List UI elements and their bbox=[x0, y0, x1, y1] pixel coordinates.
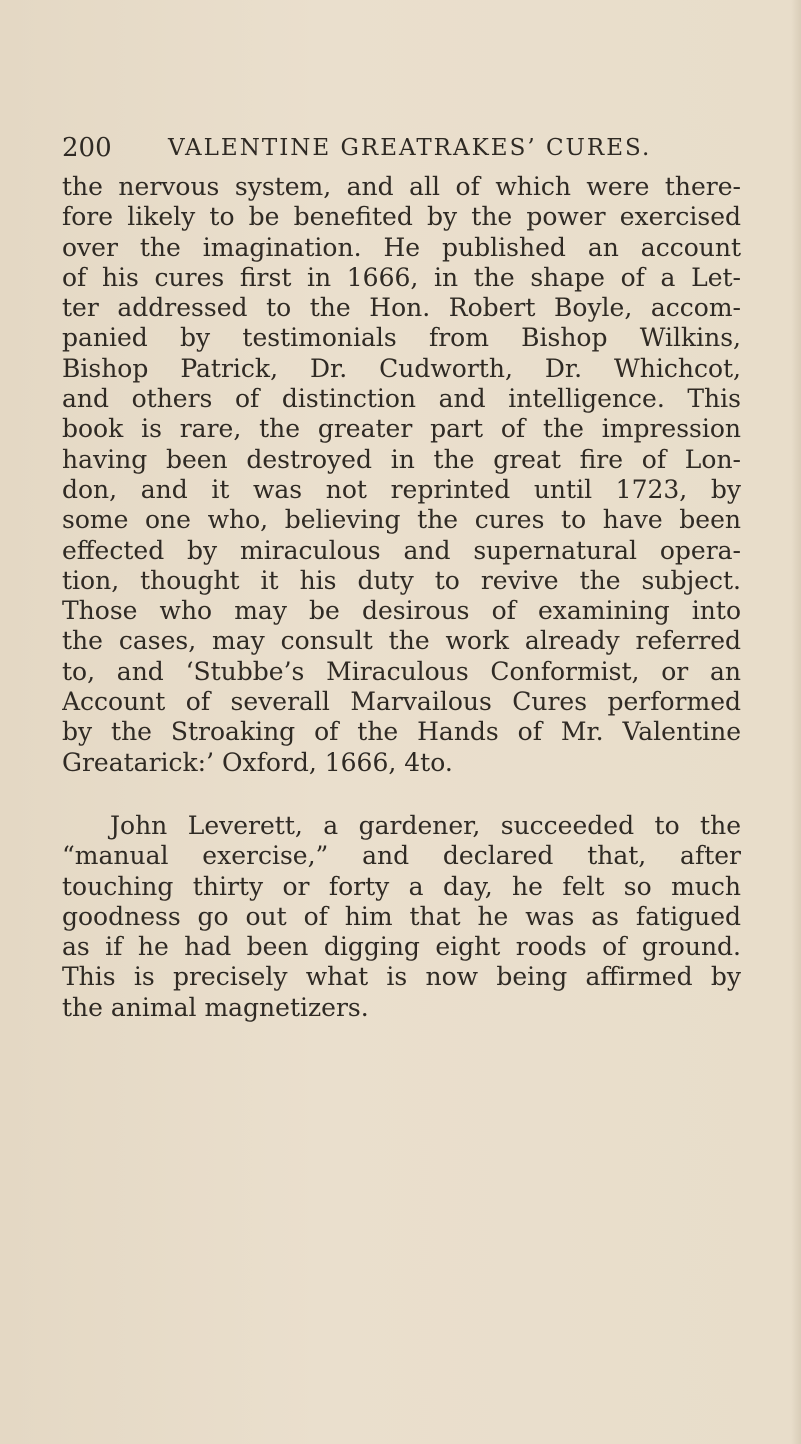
running-head bbox=[62, 133, 742, 163]
text-line: the animal magnetizers. bbox=[62, 992, 369, 1022]
text-line: having been destroyed in the great fire of Lon- bbox=[62, 444, 741, 474]
text-line: the cases, may consult the work already referred bbox=[62, 626, 741, 656]
text-line: as if he had been digging eight roods of ground. bbox=[62, 932, 741, 962]
running-title: VALENTINE GREATRAKES’ CURES. bbox=[168, 135, 652, 161]
page-number: 200 bbox=[62, 133, 112, 163]
text-line: panied by testimonials from Bishop Wilkins, bbox=[62, 323, 741, 353]
text-line: don, and it was not reprinted until 1723, by bbox=[62, 474, 741, 504]
text-line: John Leverett, a gardener, succeeded to the bbox=[110, 810, 741, 840]
text-line: of his cures first in 1666, in the shape of a Let- bbox=[62, 262, 741, 292]
text-line: the nervous system, and all of which were there- bbox=[62, 172, 741, 201]
text-line: and others of distinction and intelligence. This bbox=[62, 384, 741, 414]
text-line: Account of severall Marvailous Cures performed bbox=[62, 687, 741, 717]
text-line: book is rare, the greater part of the impression bbox=[62, 414, 741, 444]
text-line: ter addressed to the Hon. Robert Boyle, accom- bbox=[62, 293, 741, 323]
paragraph-2 bbox=[62, 811, 741, 1023]
text-line: to, and ‘Stubbe’s Miraculous Conformist, or an bbox=[62, 656, 741, 686]
text-line: fore likely to be benefited by the power exercised bbox=[62, 202, 741, 232]
page-edge-shadow bbox=[791, 0, 801, 1444]
text-line: “manual exercise,” and declared that, after bbox=[62, 841, 741, 871]
text-line: effected by miraculous and supernatural opera- bbox=[62, 535, 741, 565]
text-line: some one who, believing the cures to have been bbox=[62, 505, 741, 535]
text-line: Those who may be desirous of examining into bbox=[62, 596, 741, 626]
text-line: goodness go out of him that he was as fatigued bbox=[62, 901, 741, 931]
text-line: Greatarick:’ Oxford, 1666, 4to. bbox=[62, 747, 453, 777]
text-line: tion, thought it his duty to revive the subject. bbox=[62, 565, 741, 595]
paragraph-1 bbox=[62, 172, 741, 778]
text-line: This is precisely what is now being affirmed by bbox=[62, 962, 741, 992]
body-text bbox=[62, 172, 741, 1023]
text-line: touching thirty or forty a day, he felt so much bbox=[62, 871, 741, 901]
paragraph-gap bbox=[62, 778, 741, 811]
text-line: by the Stroaking of the Hands of Mr. Valentine bbox=[62, 717, 741, 747]
text-line: Bishop Patrick, Dr. Cudworth, Dr. Whichcot, bbox=[62, 353, 741, 383]
text-line: over the imagination. He published an account bbox=[62, 232, 741, 262]
